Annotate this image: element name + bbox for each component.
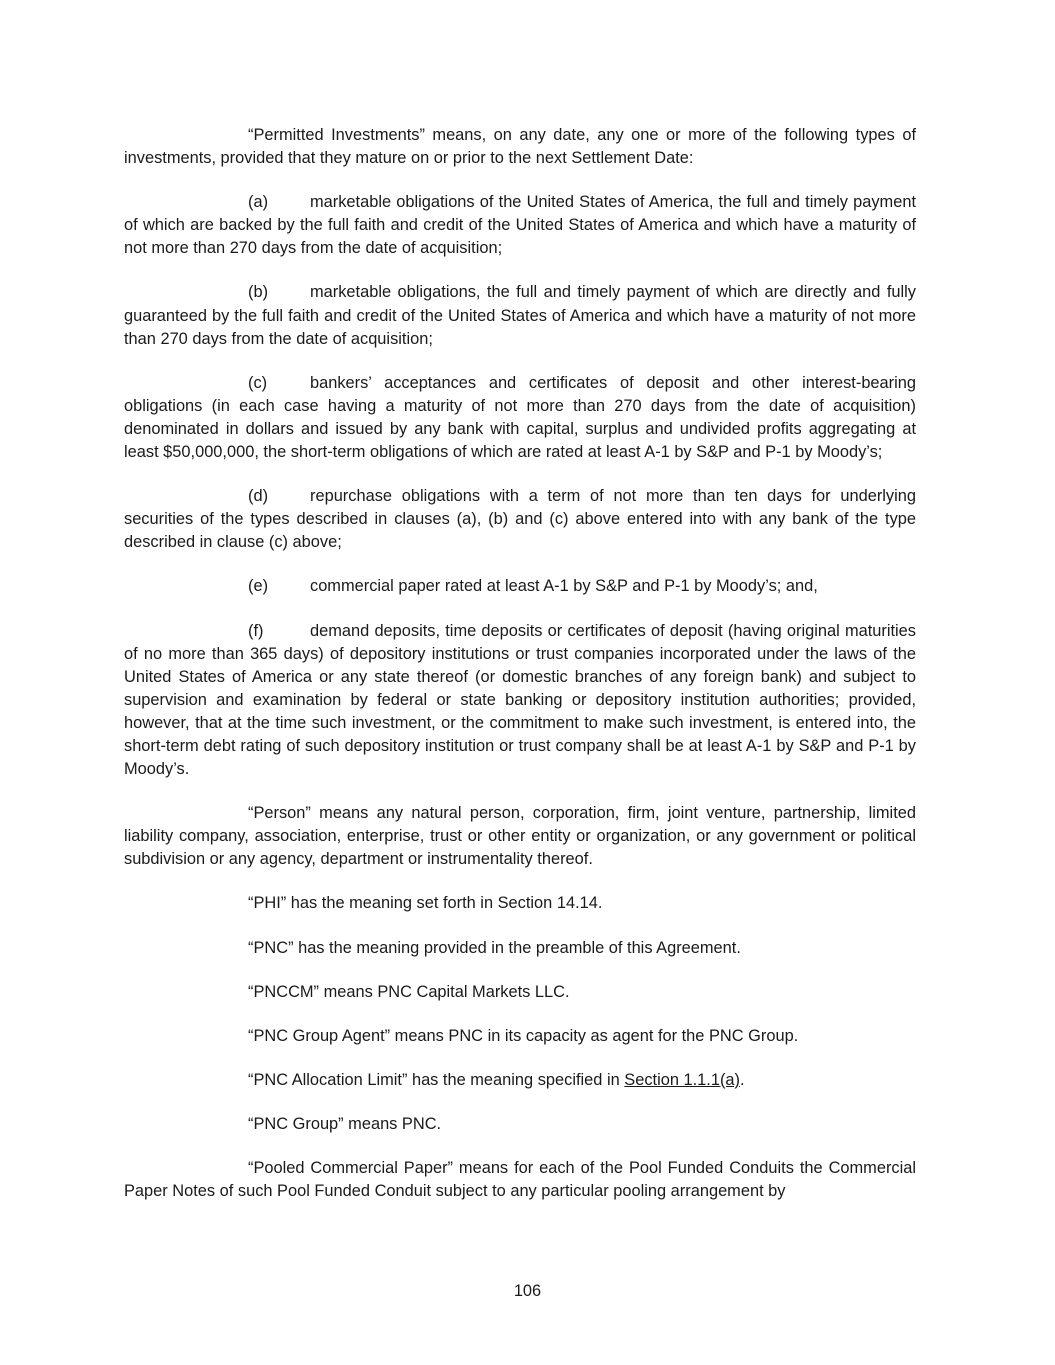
document-page (124, 124, 916, 1203)
clause-label: (e) (248, 577, 269, 596)
phi-definition: “PHI” has the meaning set forth in Section 14.14. (248, 894, 603, 913)
pooled-commercial-paper-definition: “Pooled Commercial Paper” means for each of the Pool Funded Conduits the Commercial Paper Notes of such Pool Funded Conduit subject to any particular pooling arrangement by (124, 1159, 916, 1201)
section-reference-link[interactable]: Section 1.1.1(a) (624, 1070, 740, 1089)
page-number: 106 (513, 1282, 542, 1300)
pnc-definition: “PNC” has the meaning provided in the preamble of this Agreement. (248, 938, 741, 957)
clause-e (124, 575, 916, 598)
clause-label: (b) (248, 283, 269, 302)
clause-text: bankers’ acceptances and certificates of deposit and other interest-bearing obligations (in each case having a maturity of not more than 270 days from the date of acquisition) denominated in dollars and issued by any bank with capital, surplus and undivided profits aggregating at least $50,000,000, the short-term obligations of which are rated at least A-1 by S&P and P-1 by Moody’s; (124, 373, 916, 462)
permitted-investments-definition: “Permitted Investments” means, on any date, any one or more of the following types of investments, provided that they mature on or prior to the next Settlement Date: (124, 126, 916, 168)
clause-label: (d) (248, 487, 269, 506)
clause-label: (a) (248, 193, 269, 212)
pnc-group-agent-definition: “PNC Group Agent” means PNC in its capacity as agent for the PNC Group. (248, 1026, 799, 1045)
clause-b (124, 281, 916, 350)
definition-text: “PNC Allocation Limit” has the meaning specified in (248, 1070, 625, 1089)
clause-a (124, 191, 916, 260)
clause-c (124, 372, 916, 464)
person-definition: “Person” means any natural person, corporation, firm, joint venture, partnership, limited liability company, association, enterprise, trust or other entity or organization, or any government or political subdivision or any agency, department or instrumentality thereof. (124, 804, 916, 869)
clause-text: repurchase obligations with a term of not more than ten days for underlying securities of the types described in clauses (a), (b) and (c) above entered into with any bank of the type described in clause (c) above; (124, 487, 916, 552)
clause-d (124, 485, 916, 554)
clause-label: (f) (248, 621, 264, 640)
clause-f (124, 620, 916, 782)
clause-text: commercial paper rated at least A-1 by S&P and P-1 by Moody’s; and, (310, 577, 818, 596)
pnccm-definition: “PNCCM” means PNC Capital Markets LLC. (248, 982, 570, 1001)
clause-text: marketable obligations of the United States of America, the full and timely payment of which are backed by the full faith and credit of the United States of America and which have a maturity of not more than 270 days from the date of acquisition; (124, 193, 916, 258)
clause-text: marketable obligations, the full and timely payment of which are directly and fully guaranteed by the full faith and credit of the United States of America and which have a maturity of not more than 270 days from the date of acquisition; (124, 283, 916, 348)
clause-label: (c) (248, 373, 268, 392)
definition-suffix: . (739, 1070, 745, 1089)
pnc-allocation-limit-definition (124, 1069, 916, 1092)
pnc-group-definition: “PNC Group” means PNC. (248, 1114, 442, 1133)
clause-text: demand deposits, time deposits or certificates of deposit (having original maturities of no more than 365 days) of depository institutions or trust companies incorporated under the laws of the United States of America or any state thereof (or domestic branches of any foreign bank) and subject to supervision and examination by federal or state banking or depository institution authorities; provided, however, that at the time such investment, or the commitment to make such investment, is entered into, the short-term debt rating of such depository institution or trust company shall be at least A-1 by S&P and P-1 by Moody’s. (124, 621, 916, 779)
